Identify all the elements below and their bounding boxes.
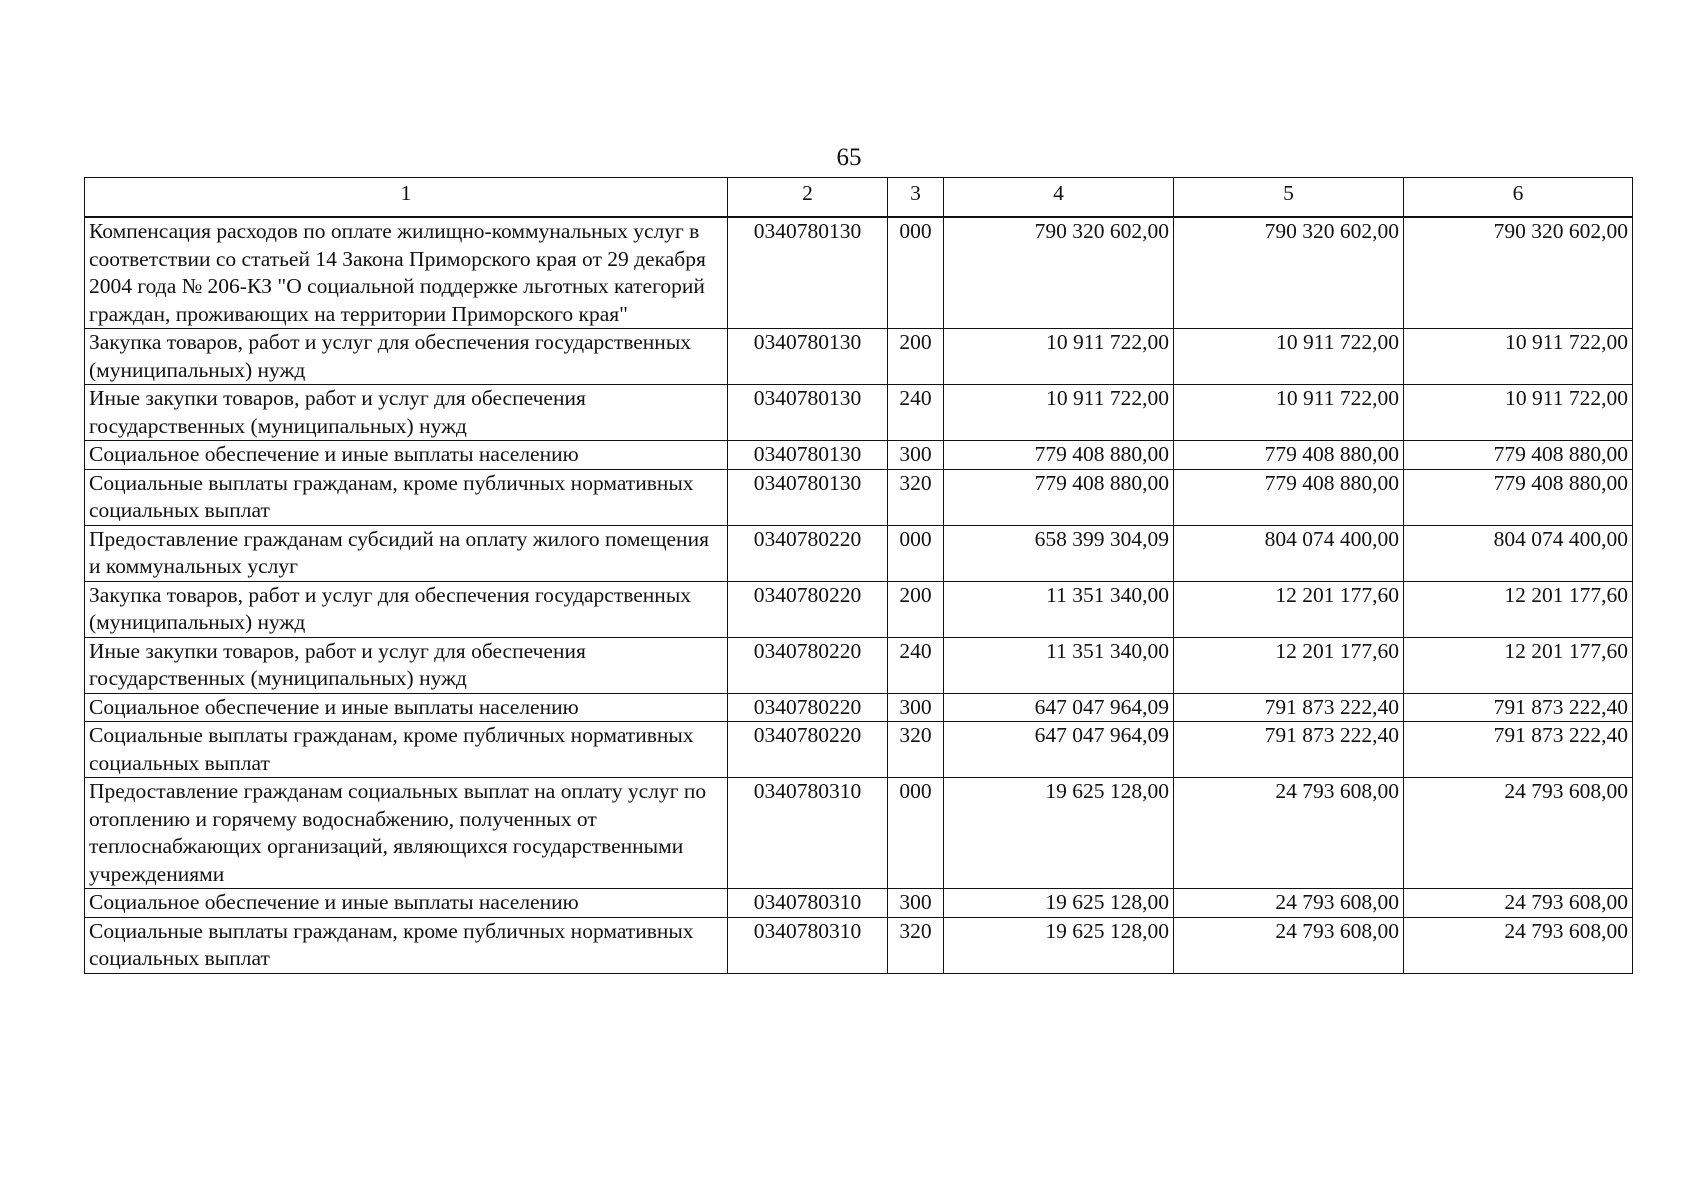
expense-type-cell: 200 <box>888 581 944 637</box>
target-code-cell: 0340780130 <box>728 329 888 385</box>
table-row <box>85 385 1633 441</box>
amount-col5-cell: 12 201 177,60 <box>1174 581 1404 637</box>
expense-type-cell: 320 <box>888 722 944 778</box>
expense-type-cell: 000 <box>888 217 944 329</box>
table-row <box>85 217 1633 329</box>
table-row <box>85 637 1633 693</box>
table-row <box>85 525 1633 581</box>
amount-col6-cell: 12 201 177,60 <box>1404 581 1633 637</box>
amount-col4-cell: 779 408 880,00 <box>944 469 1174 525</box>
amount-col5-cell: 790 320 602,00 <box>1174 217 1404 329</box>
amount-col4-cell: 19 625 128,00 <box>944 778 1174 889</box>
amount-col6-cell: 12 201 177,60 <box>1404 637 1633 693</box>
expense-type-cell: 000 <box>888 778 944 889</box>
table-row <box>85 693 1633 722</box>
expense-type-cell: 240 <box>888 385 944 441</box>
row-name-cell: Социальное обеспечение и иные выплаты населению <box>85 441 728 470</box>
expense-type-cell: 200 <box>888 329 944 385</box>
amount-col5-cell: 791 873 222,40 <box>1174 693 1404 722</box>
row-name-cell: Социальные выплаты гражданам, кроме публичных нормативных социальных выплат <box>85 469 728 525</box>
amount-col4-cell: 647 047 964,09 <box>944 693 1174 722</box>
page-number: 65 <box>836 144 862 171</box>
amount-col6-cell: 24 793 608,00 <box>1404 889 1633 918</box>
table-row <box>85 469 1633 525</box>
amount-col5-cell: 779 408 880,00 <box>1174 469 1404 525</box>
table-row <box>85 778 1633 889</box>
amount-col6-cell: 791 873 222,40 <box>1404 722 1633 778</box>
target-code-cell: 0340780130 <box>728 441 888 470</box>
amount-col5-cell: 24 793 608,00 <box>1174 917 1404 973</box>
header-row <box>85 178 1633 218</box>
column-header-3: 3 <box>888 178 944 218</box>
table-row <box>85 329 1633 385</box>
column-header-1: 1 <box>85 178 728 218</box>
amount-col4-cell: 10 911 722,00 <box>944 329 1174 385</box>
expense-type-cell: 300 <box>888 441 944 470</box>
amount-col5-cell: 10 911 722,00 <box>1174 329 1404 385</box>
table-row <box>85 917 1633 973</box>
target-code-cell: 0340780310 <box>728 917 888 973</box>
column-header-2: 2 <box>728 178 888 218</box>
target-code-cell: 0340780220 <box>728 693 888 722</box>
target-code-cell: 0340780220 <box>728 722 888 778</box>
amount-col5-cell: 791 873 222,40 <box>1174 722 1404 778</box>
amount-col4-cell: 647 047 964,09 <box>944 722 1174 778</box>
amount-col4-cell: 790 320 602,00 <box>944 217 1174 329</box>
amount-col5-cell: 12 201 177,60 <box>1174 637 1404 693</box>
amount-col6-cell: 779 408 880,00 <box>1404 441 1633 470</box>
row-name-cell: Закупка товаров, работ и услуг для обеспечения государственных (муниципальных) нужд <box>85 329 728 385</box>
row-name-cell: Социальное обеспечение и иные выплаты населению <box>85 693 728 722</box>
column-header-4: 4 <box>944 178 1174 218</box>
amount-col6-cell: 790 320 602,00 <box>1404 217 1633 329</box>
target-code-cell: 0340780130 <box>728 217 888 329</box>
row-name-cell: Компенсация расходов по оплате жилищно-коммунальных услуг в соответствии со статьей 14 Закона Приморского края от 29 декабря 2004 года № 206-КЗ "О социальной поддержке льготных категорий граждан, проживающих на территории Приморского края" <box>85 217 728 329</box>
expense-type-cell: 240 <box>888 637 944 693</box>
row-name-cell: Предоставление гражданам субсидий на оплату жилого помещения и коммунальных услуг <box>85 525 728 581</box>
row-name-cell: Иные закупки товаров, работ и услуг для обеспечения государственных (муниципальных) нужд <box>85 385 728 441</box>
budget-table <box>84 177 1633 974</box>
row-name-cell: Социальные выплаты гражданам, кроме публичных нормативных социальных выплат <box>85 722 728 778</box>
expense-type-cell: 320 <box>888 469 944 525</box>
row-name-cell: Социальные выплаты гражданам, кроме публичных нормативных социальных выплат <box>85 917 728 973</box>
row-name-cell: Предоставление гражданам социальных выплат на оплату услуг по отоплению и горячему водоснабжению, полученных от теплоснабжающих организаций, являющихся государственными учреждениями <box>85 778 728 889</box>
table-row <box>85 889 1633 918</box>
table-row <box>85 581 1633 637</box>
amount-col5-cell: 10 911 722,00 <box>1174 385 1404 441</box>
target-code-cell: 0340780130 <box>728 385 888 441</box>
target-code-cell: 0340780220 <box>728 581 888 637</box>
expense-type-cell: 320 <box>888 917 944 973</box>
amount-col6-cell: 10 911 722,00 <box>1404 385 1633 441</box>
amount-col4-cell: 11 351 340,00 <box>944 637 1174 693</box>
amount-col5-cell: 779 408 880,00 <box>1174 441 1404 470</box>
amount-col4-cell: 658 399 304,09 <box>944 525 1174 581</box>
amount-col6-cell: 24 793 608,00 <box>1404 917 1633 973</box>
amount-col6-cell: 24 793 608,00 <box>1404 778 1633 889</box>
amount-col4-cell: 10 911 722,00 <box>944 385 1174 441</box>
target-code-cell: 0340780310 <box>728 889 888 918</box>
row-name-cell: Закупка товаров, работ и услуг для обеспечения государственных (муниципальных) нужд <box>85 581 728 637</box>
expense-type-cell: 300 <box>888 889 944 918</box>
column-header-6: 6 <box>1404 178 1633 218</box>
amount-col5-cell: 804 074 400,00 <box>1174 525 1404 581</box>
expense-type-cell: 300 <box>888 693 944 722</box>
amount-col5-cell: 24 793 608,00 <box>1174 889 1404 918</box>
amount-col4-cell: 19 625 128,00 <box>944 917 1174 973</box>
amount-col4-cell: 11 351 340,00 <box>944 581 1174 637</box>
amount-col4-cell: 779 408 880,00 <box>944 441 1174 470</box>
amount-col4-cell: 19 625 128,00 <box>944 889 1174 918</box>
table-row <box>85 441 1633 470</box>
target-code-cell: 0340780220 <box>728 525 888 581</box>
amount-col6-cell: 779 408 880,00 <box>1404 469 1633 525</box>
amount-col6-cell: 10 911 722,00 <box>1404 329 1633 385</box>
row-name-cell: Иные закупки товаров, работ и услуг для обеспечения государственных (муниципальных) нужд <box>85 637 728 693</box>
row-name-cell: Социальное обеспечение и иные выплаты населению <box>85 889 728 918</box>
expense-type-cell: 000 <box>888 525 944 581</box>
amount-col5-cell: 24 793 608,00 <box>1174 778 1404 889</box>
target-code-cell: 0340780130 <box>728 469 888 525</box>
table-row <box>85 722 1633 778</box>
column-header-5: 5 <box>1174 178 1404 218</box>
target-code-cell: 0340780220 <box>728 637 888 693</box>
target-code-cell: 0340780310 <box>728 778 888 889</box>
amount-col6-cell: 804 074 400,00 <box>1404 525 1633 581</box>
amount-col6-cell: 791 873 222,40 <box>1404 693 1633 722</box>
